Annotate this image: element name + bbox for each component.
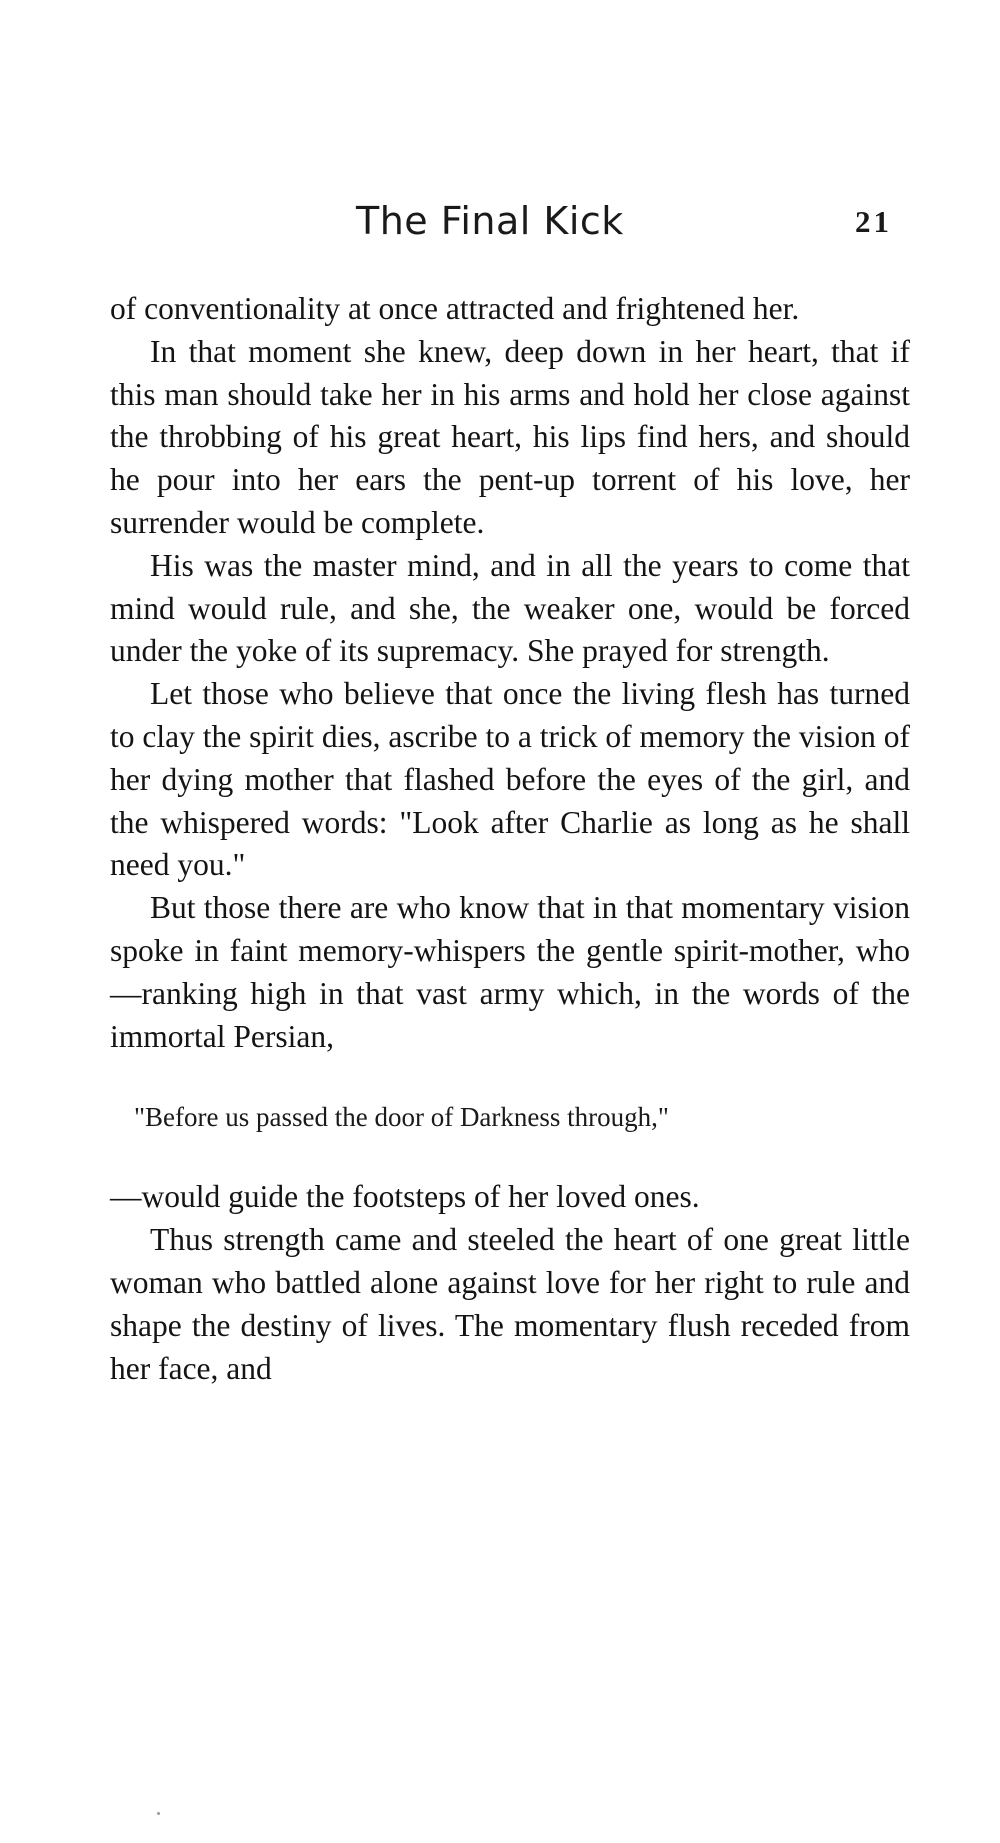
paragraph-spirit-mother: But those there are who know that in that momentary vision spoke in faint memory-whispers the gentle spirit-mother, who—ranking high in that vast army which, in the words of the immortal Persian, (110, 890, 910, 1054)
paragraph-surrender: In that moment she knew, deep down in her heart, that if this man should take her in his arms and hold her close against the throbbing of his great heart, his lips find hers, and should he pour into her ears the pent-up torrent of his love, her surrender would be complete. (110, 333, 910, 540)
body-text (110, 288, 910, 1390)
paragraph-guide: —would guide the footsteps of her loved ones. (110, 1179, 700, 1215)
verse-quotation: "Before us passed the door of Darkness through," (134, 1102, 669, 1133)
running-head (0, 196, 1000, 252)
running-title: The Final Kick (356, 199, 624, 243)
paragraph-master-mind: His was the master mind, and in all the years to come that mind would rule, and she, the weaker one, would be forced under the yoke of its supremacy. She prayed for strength. (110, 547, 910, 669)
paragraph-vision: Let those who believe that once the living flesh has turned to clay the spirit dies, ascribe to a trick of memory the vision of her dying mother that flashed before the eyes of the girl, and the whispered words: "Look after Charlie as long as he shall need you." (110, 676, 910, 883)
paragraph-strength: Thus strength came and steeled the heart of one great little woman who battled alone against love for her right to rule and shape the destiny of lives. The momentary flush receded from her face, and (110, 1222, 910, 1386)
page-number: 21 (855, 204, 892, 239)
ink-speck (157, 1812, 160, 1815)
paragraph-continuation: of conventionality at once attracted and frightened her. (110, 291, 800, 326)
